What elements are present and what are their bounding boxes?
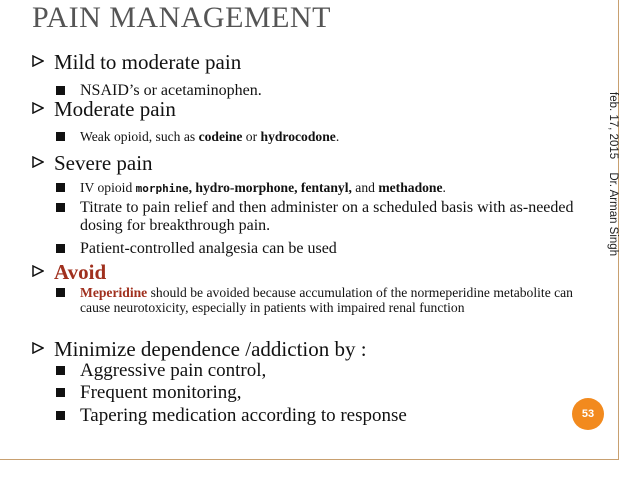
bullet-mild-pain: Mild to moderate pain bbox=[32, 50, 241, 75]
sub-bullet-titrate: Titrate to pain relief and then administer on a scheduled basis with as-needed dosing for breakthrough pain. bbox=[54, 199, 580, 235]
slide-author: Dr. Arman Singh bbox=[607, 172, 619, 257]
square-bullet-icon bbox=[56, 132, 65, 141]
page-number-badge: 53 bbox=[572, 398, 604, 430]
square-bullet-icon bbox=[56, 388, 65, 397]
bullet-moderate-pain: Moderate pain bbox=[32, 97, 176, 122]
sub-bullet-iv-opioid: IV opioid morphine, hydro-morphone, fentanyl, and methadone. bbox=[54, 180, 446, 196]
bullet-severe-pain: Severe pain bbox=[32, 151, 153, 176]
square-bullet-icon bbox=[56, 86, 65, 95]
hollow-bullet-icon bbox=[32, 342, 44, 354]
sub-bullet-meperidine: Meperidine should be avoided because accumulation of the normeperidine metabolite can cause neurotoxicity, especially in patients with impaired renal function bbox=[54, 285, 600, 315]
square-bullet-icon bbox=[56, 288, 65, 297]
bullet-minimize-dependence: Minimize dependence /addiction by : bbox=[32, 337, 367, 362]
hollow-bullet-icon bbox=[32, 265, 44, 277]
square-bullet-icon bbox=[56, 411, 65, 420]
bullet-avoid: Avoid bbox=[32, 260, 106, 285]
sub-bullet-frequent-monitoring: Frequent monitoring, bbox=[54, 382, 241, 404]
hollow-bullet-icon bbox=[32, 156, 44, 168]
sub-bullet-nsaids: NSAID’s or acetaminophen. bbox=[54, 82, 262, 100]
slide-border-bottom bbox=[0, 459, 619, 460]
slide-date: feb. 17, 2015 bbox=[607, 92, 619, 160]
sub-bullet-tapering: Tapering medication according to response bbox=[54, 405, 407, 427]
square-bullet-icon bbox=[56, 366, 65, 375]
slide-title: PAIN MANAGEMENT bbox=[32, 1, 331, 34]
sub-bullet-weak-opioid: Weak opioid, such as codeine or hydrocodone. bbox=[54, 129, 339, 145]
hollow-bullet-icon bbox=[32, 102, 44, 114]
square-bullet-icon bbox=[56, 244, 65, 253]
sub-bullet-aggressive-control: Aggressive pain control, bbox=[54, 360, 266, 382]
sub-bullet-pca: Patient-controlled analgesia can be used bbox=[54, 240, 337, 258]
square-bullet-icon bbox=[56, 203, 65, 212]
hollow-bullet-icon bbox=[32, 55, 44, 67]
sidebar-vertical-text bbox=[607, 92, 619, 256]
square-bullet-icon bbox=[56, 183, 65, 192]
